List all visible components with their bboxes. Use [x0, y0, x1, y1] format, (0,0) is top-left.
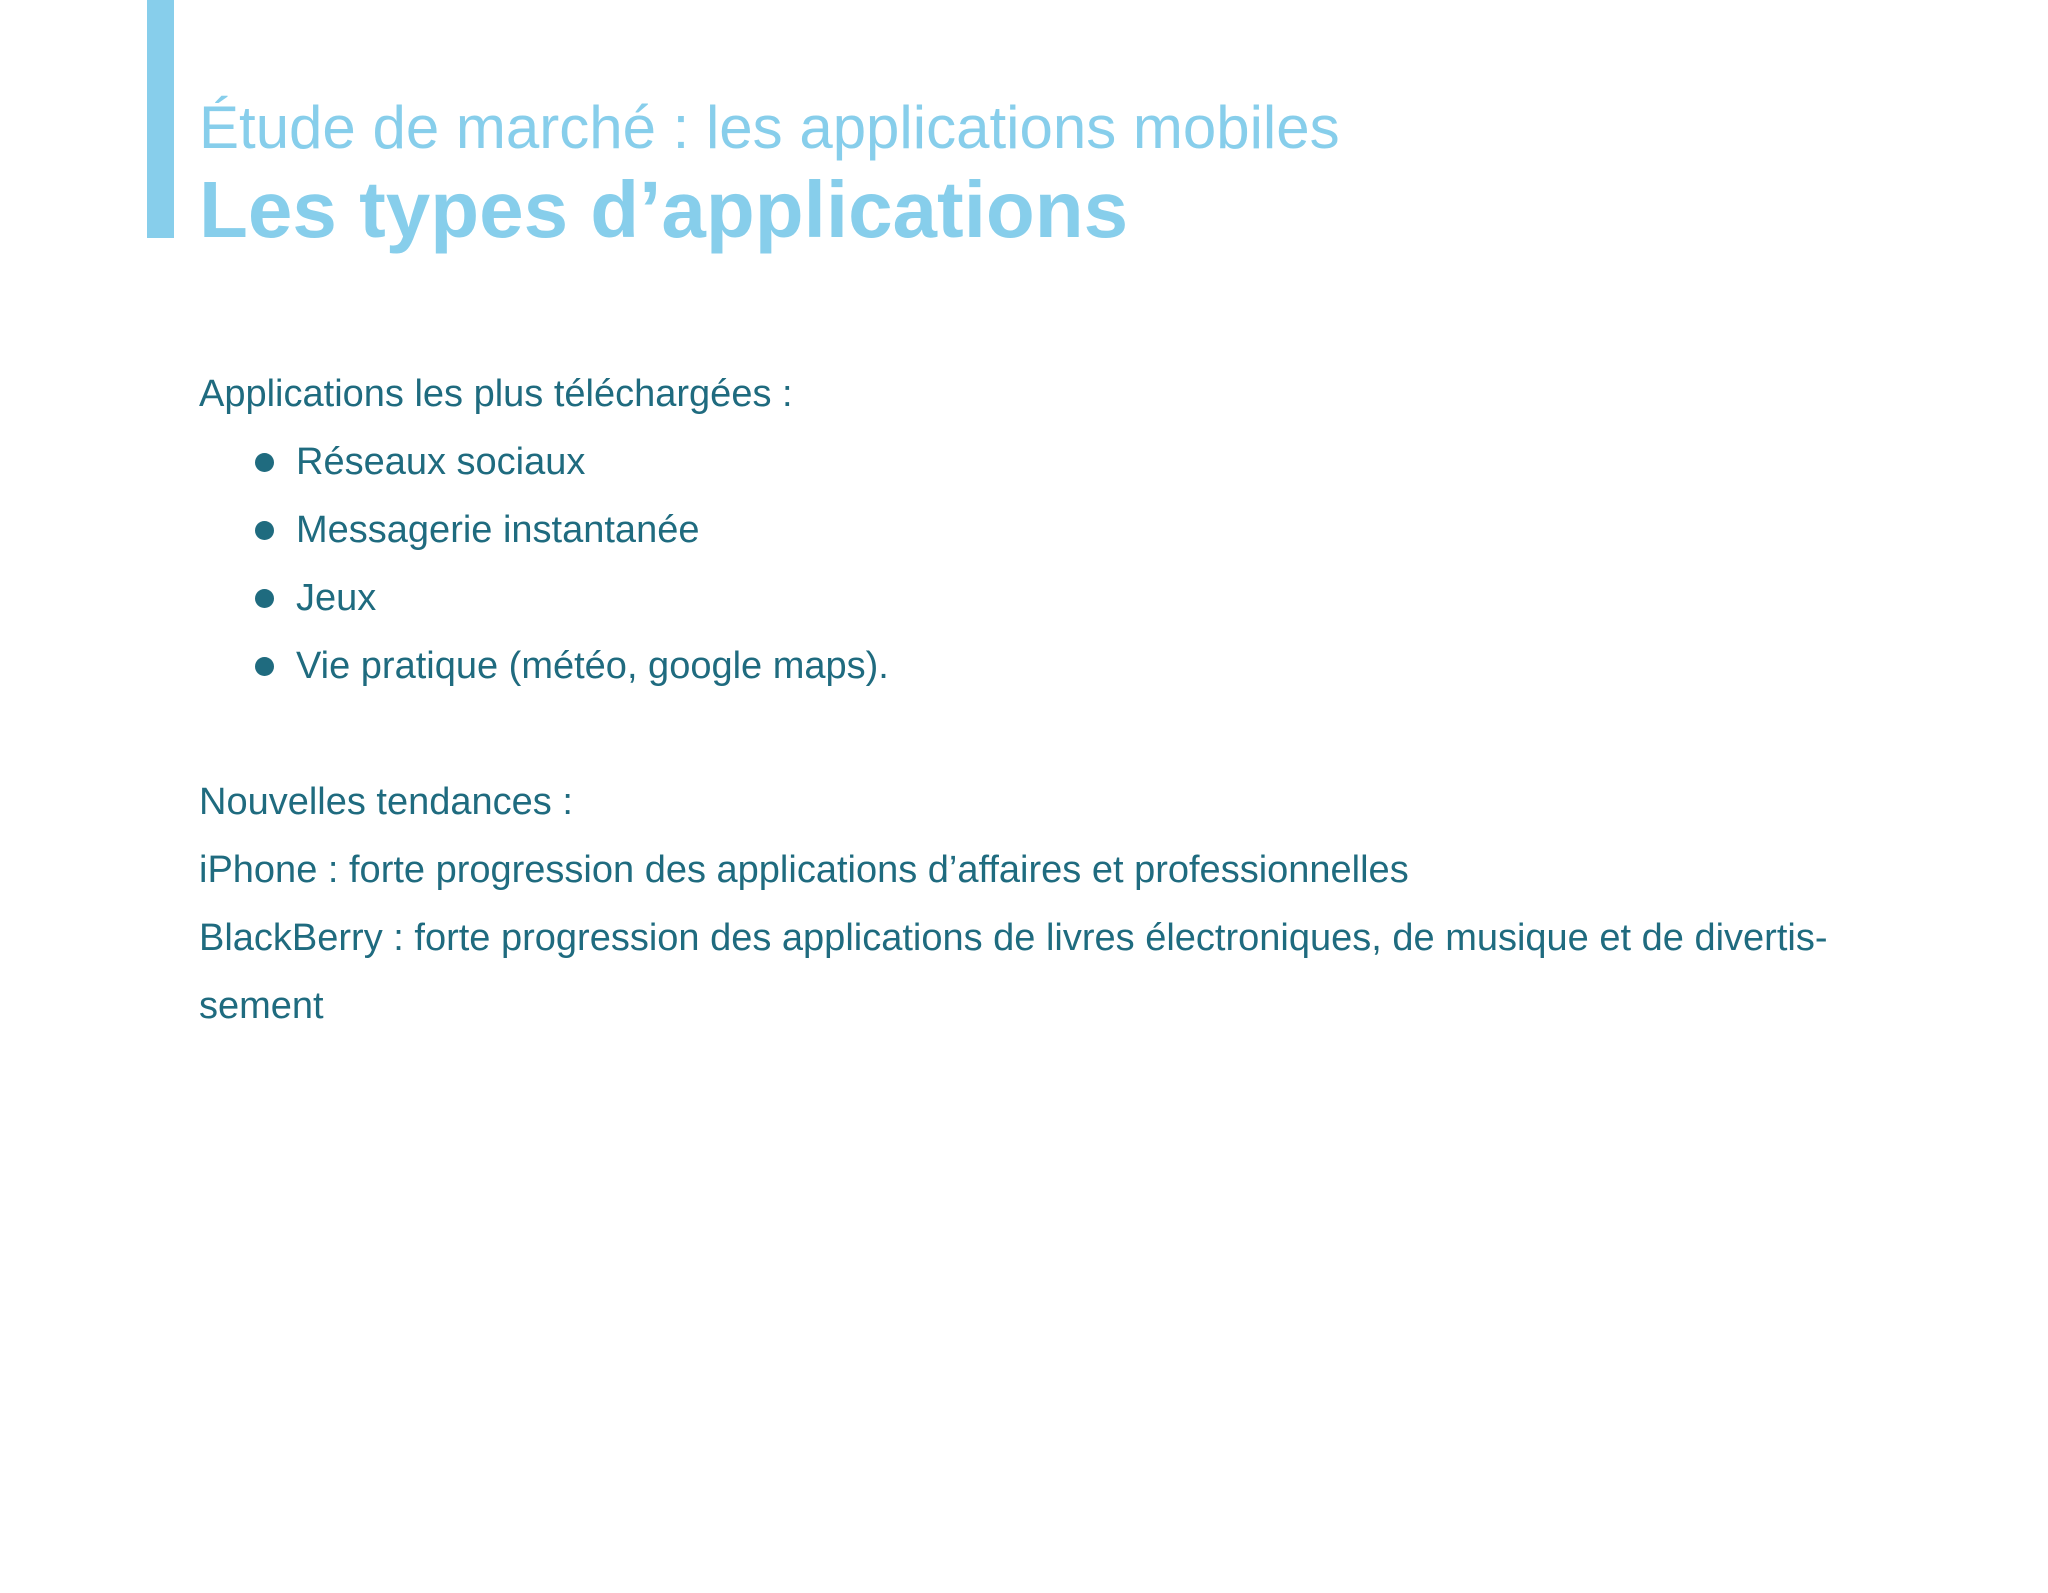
list-item-label: Jeux [296, 577, 377, 619]
slide-title: Les types d’applications [199, 165, 1129, 254]
trend-iphone: iPhone : forte progression des applications d’affaires et professionnelles [199, 849, 1409, 891]
list-item-label: Vie pratique (météo, google maps). [296, 645, 889, 687]
bullet-icon [255, 453, 274, 472]
trend-blackberry-line2: sement [199, 985, 324, 1027]
slide-header [199, 92, 1999, 256]
list-item [199, 496, 2019, 564]
slide-content [199, 360, 2019, 1040]
section-spacer [199, 700, 2019, 768]
list-item [199, 632, 2019, 700]
list-item [199, 428, 2019, 496]
downloads-heading: Applications les plus téléchargées : [199, 373, 793, 415]
list-item-label: Réseaux sociaux [296, 441, 586, 483]
accent-bar [147, 0, 174, 238]
slide-subtitle: Étude de marché : les applications mobiles [199, 94, 1340, 161]
bullet-icon [255, 521, 274, 540]
list-item [199, 564, 2019, 632]
list-item-label: Messagerie instantanée [296, 509, 700, 551]
trend-blackberry-line1: BlackBerry : forte progression des applications de livres électroniques, de musique et de divertis- [199, 917, 1828, 959]
downloads-list [199, 428, 2019, 700]
bullet-icon [255, 589, 274, 608]
bullet-icon [255, 657, 274, 676]
trends-heading: Nouvelles tendances : [199, 781, 573, 823]
